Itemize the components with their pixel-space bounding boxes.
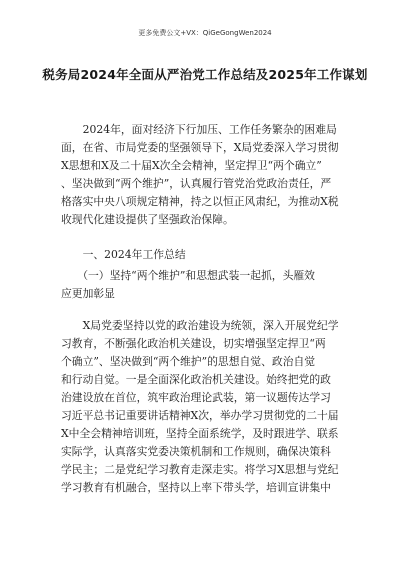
body-line: 治建设放在首位，筑牢政治理论武装，第一议题传达学习: [61, 391, 331, 404]
intro-line: 收现代化建设提供了坚强政治保障。: [61, 213, 234, 226]
body-line: 习教育，不断强化政治机关建设，切实增强坚定捍卫“两: [61, 337, 326, 350]
intro-line: 格落实中央八项规定精神，持之以恒正风肃纪，为推动X税: [61, 195, 339, 208]
intro-line: X思想和X及二十届X次全会精神，坚定捍卫“两个确立”: [61, 159, 322, 172]
subsection-line: 应更加彰显: [61, 287, 115, 300]
section-heading-text: 一、2024年工作总结: [61, 248, 186, 261]
subsection-line: （一）坚持“两个维护”和思想武装一起抓，头雁效: [61, 269, 315, 282]
section-heading: [61, 246, 351, 264]
intro-line: 、坚决做到“两个维护”，认真履行管党治党政治责任，严: [61, 177, 332, 190]
header-note: 更多免费公文+VX：QiGeGongWen2024: [138, 29, 272, 37]
body-line: 习近平总书记重要讲话精神X次，举办学习贯彻党的二十届: [61, 409, 339, 422]
body-line: X中全会精神培训班，坚持全面系统学，及时跟进学、联系: [61, 427, 339, 440]
intro-paragraph: [61, 121, 351, 229]
document-title: 税务局2024年全面从严治党工作总结及2025年工作谋划: [42, 67, 368, 82]
body-line: 个确立”、坚决做到“两个维护”的思想自觉、政治自觉: [61, 355, 316, 368]
body-paragraph: [61, 317, 351, 497]
body-line: 和行动自觉。一是全面深化政治机关建设。始终把党的政: [61, 373, 331, 386]
body-line: 学民主；二是党纪学习教育走深走实。将学习X思想与党纪: [61, 463, 339, 476]
body-line: 学习教育有机融合，坚持以上率下带头学，培训宣讲集中: [61, 481, 331, 494]
body-line: 实际学，认真落实党委决策机制和工作规则，确保决策科: [61, 445, 331, 458]
intro-line: 面，在省、市局党委的坚强领导下，X局党委深入学习贯彻: [61, 141, 339, 154]
subsection-heading: [61, 267, 351, 303]
body-line: X局党委坚持以党的政治建设为统领，深入开展党纪学: [61, 319, 339, 332]
intro-line: 2024年，面对经济下行加压、工作任务繁杂的困难局: [61, 123, 337, 136]
